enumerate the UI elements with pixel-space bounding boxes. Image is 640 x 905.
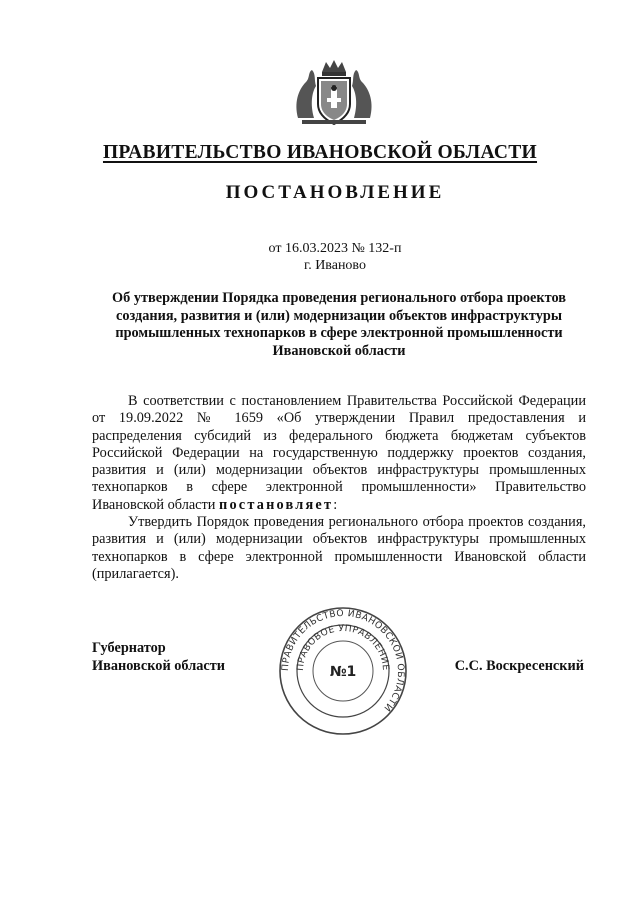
stamp-number: №1 <box>329 664 357 680</box>
date-number: от 16.03.2023 № 132-п <box>268 241 402 256</box>
paragraph-1-text: В соответствии с постановлением Правительства Российской Федерации от 19.09.2022 № 1659 «Об утверждении Правил предоставления и распределения субсидий из федерального бюджета бюджетам субъектов Российской Федерации на государственную поддержку проектов создания, развития и (или) модернизации объектов инфраструктуры промышленных технопарков в сфере электронной промышленности» Правительство Ивановской области <box>92 393 586 513</box>
body-paragraph-2: Утвердить Порядок проведения регионального отбора проектов создания, развития и (или) модернизации объектов инфраструктуры промышленных технопарков в сфере электронной промышленности Ивановской области (прилагается). <box>92 514 586 582</box>
document-body <box>92 393 586 583</box>
signatory-name: С.С. Воскресенский <box>454 658 584 674</box>
government-title <box>0 142 640 164</box>
document-meta <box>0 240 640 274</box>
signatory-position <box>92 640 225 675</box>
signatory-position-line-1: Губернатор <box>92 640 166 656</box>
paragraph-1-end: : <box>333 496 338 513</box>
body-paragraph-1 <box>92 393 586 514</box>
government-title-text: ПРАВИТЕЛЬСТВО ИВАНОВСКОЙ ОБЛАСТИ <box>102 142 538 163</box>
city: г. Иваново <box>304 258 366 273</box>
ivanovo-coat-of-arms-icon <box>292 58 376 130</box>
signatory-position-line-2: Ивановской области <box>92 657 225 674</box>
official-stamp <box>275 606 411 736</box>
paragraph-1-emphasis: постановляет <box>219 496 334 513</box>
document-subject: Об утверждении Порядка проведения регионального отбора проектов создания, развития и (или) модернизации объектов инфраструктуры промышленных технопарков в сфере электронной промышленности Ивановской области <box>112 290 566 359</box>
document-type: ПОСТАНОВЛЕНИЕ <box>225 182 445 203</box>
stamp-inner-textpath: ПРАВОВОЕ УПРАВЛЕНИЕ <box>294 622 392 672</box>
stamp-ring-textpath: ПРАВИТЕЛЬСТВО ИВАНОВСКОЙ ОБЛАСТИ <box>279 607 407 714</box>
